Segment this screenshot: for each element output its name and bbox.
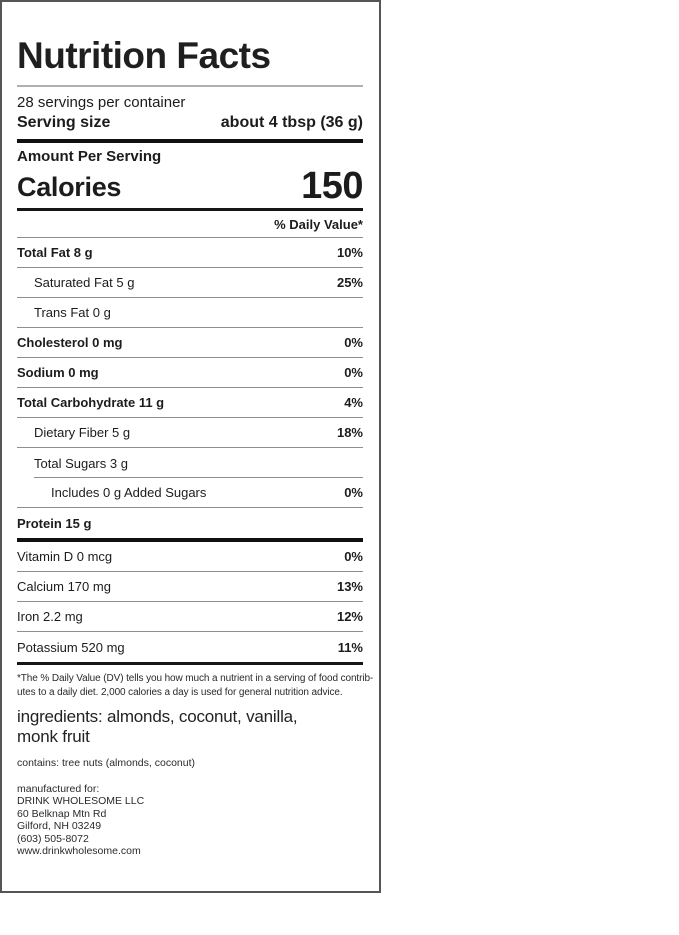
bottom-divider	[17, 662, 363, 665]
nutrient-rows	[17, 238, 363, 665]
calories-divider	[17, 208, 363, 211]
manufacturer-website: www.drinkwholesome.com	[17, 845, 141, 858]
nutrient-name: Trans Fat 0 g	[34, 305, 111, 320]
nutrient-daily-value: 11%	[337, 639, 363, 655]
nutrient-daily-value: 0%	[344, 335, 363, 350]
nutrient-daily-value: 0%	[344, 485, 363, 500]
amount-per-serving-label: Amount Per Serving	[17, 148, 162, 165]
manufacturer-name: DRINK WHOLESOME LLC	[17, 795, 145, 808]
nutrient-row-added-sugars	[17, 478, 363, 508]
nutrient-row-potassium	[17, 632, 363, 662]
nutrient-name: Sodium 0 mg	[17, 365, 99, 380]
calories-row	[17, 167, 363, 205]
nutrient-row-iron	[17, 602, 363, 632]
ingredients-line-1: ingredients: almonds, coconut, vanilla,	[17, 707, 298, 726]
calories-value: 150	[301, 165, 363, 207]
nutrient-name: Total Carbohydrate 11 g	[17, 395, 165, 410]
daily-value-footnote	[17, 672, 374, 699]
nutrient-daily-value: 12%	[336, 609, 363, 624]
nutrition-facts-title: Nutrition Facts	[17, 35, 271, 76]
nutrient-row-total-sugars	[17, 448, 363, 478]
nutrient-daily-value: 18%	[336, 425, 363, 440]
nutrient-row-total-fat	[17, 238, 363, 268]
nutrient-row-sodium	[17, 358, 363, 388]
title-divider	[17, 85, 363, 87]
manufacturer-block	[17, 783, 363, 857]
nutrient-name: Includes 0 g Added Sugars	[51, 485, 207, 500]
nutrient-name: Saturated Fat 5 g	[34, 275, 135, 290]
serving-size-label: Serving size	[17, 114, 111, 131]
footnote-line-2: utes to a daily diet. 2,000 calories a day is used for general nutrition advice.	[17, 686, 343, 698]
nutrient-row-saturated-fat	[17, 268, 363, 298]
nutrient-name: Iron 2.2 mg	[17, 609, 83, 624]
thick-divider-top	[17, 139, 363, 143]
allergen-statement: contains: tree nuts (almonds, coconut)	[17, 757, 196, 769]
ingredients-list	[17, 707, 363, 747]
nutrient-name: Dietary Fiber 5 g	[34, 425, 131, 440]
serving-size-row	[17, 113, 363, 132]
manufacturer-phone: (603) 505-8072	[17, 832, 89, 845]
nutrient-daily-value: 10%	[336, 245, 363, 260]
nutrient-row-protein	[17, 508, 363, 538]
nutrient-daily-value: 25%	[336, 275, 363, 290]
nutrient-row-trans-fat	[17, 298, 363, 328]
nutrient-daily-value: 0%	[344, 365, 363, 380]
nutrient-name: Cholesterol 0 mg	[17, 335, 123, 350]
nutrient-name: Total Sugars 3 g	[34, 455, 128, 471]
nutrient-daily-value: 13%	[336, 579, 363, 594]
calories-label: Calories	[17, 172, 122, 202]
nutrient-row-calcium	[17, 572, 363, 602]
nutrient-name: Vitamin D 0 mcg	[17, 549, 113, 564]
nutrient-row-cholesterol	[17, 328, 363, 358]
nutrient-name: Potassium 520 mg	[17, 639, 125, 655]
ingredients-line-2: monk fruit	[17, 727, 90, 746]
daily-value-header: % Daily Value*	[274, 217, 363, 232]
manufacturer-city-state: Gilford, NH 03249	[17, 820, 102, 833]
servings-per-container: 28 servings per container	[17, 94, 186, 111]
manufactured-for-label: manufactured for:	[17, 783, 100, 795]
footnote-line-1: *The % Daily Value (DV) tells you how much a nutrient in a serving of food contrib-	[17, 673, 374, 684]
nutrient-name: Protein 15 g	[17, 515, 92, 531]
manufacturer-street: 60 Belknap Mtn Rd	[17, 807, 107, 820]
nutrient-name: Calcium 170 mg	[17, 579, 111, 594]
serving-size-value: about 4 tbsp (36 g)	[220, 114, 363, 131]
nutrient-row-total-carbohydrate	[17, 388, 363, 418]
nutrient-daily-value: 0%	[344, 549, 363, 564]
nutrient-name: Total Fat 8 g	[17, 245, 93, 260]
nutrient-row-vitamin-d	[17, 542, 363, 572]
nutrient-daily-value: 4%	[344, 395, 363, 410]
nutrient-row-dietary-fiber	[17, 418, 363, 448]
